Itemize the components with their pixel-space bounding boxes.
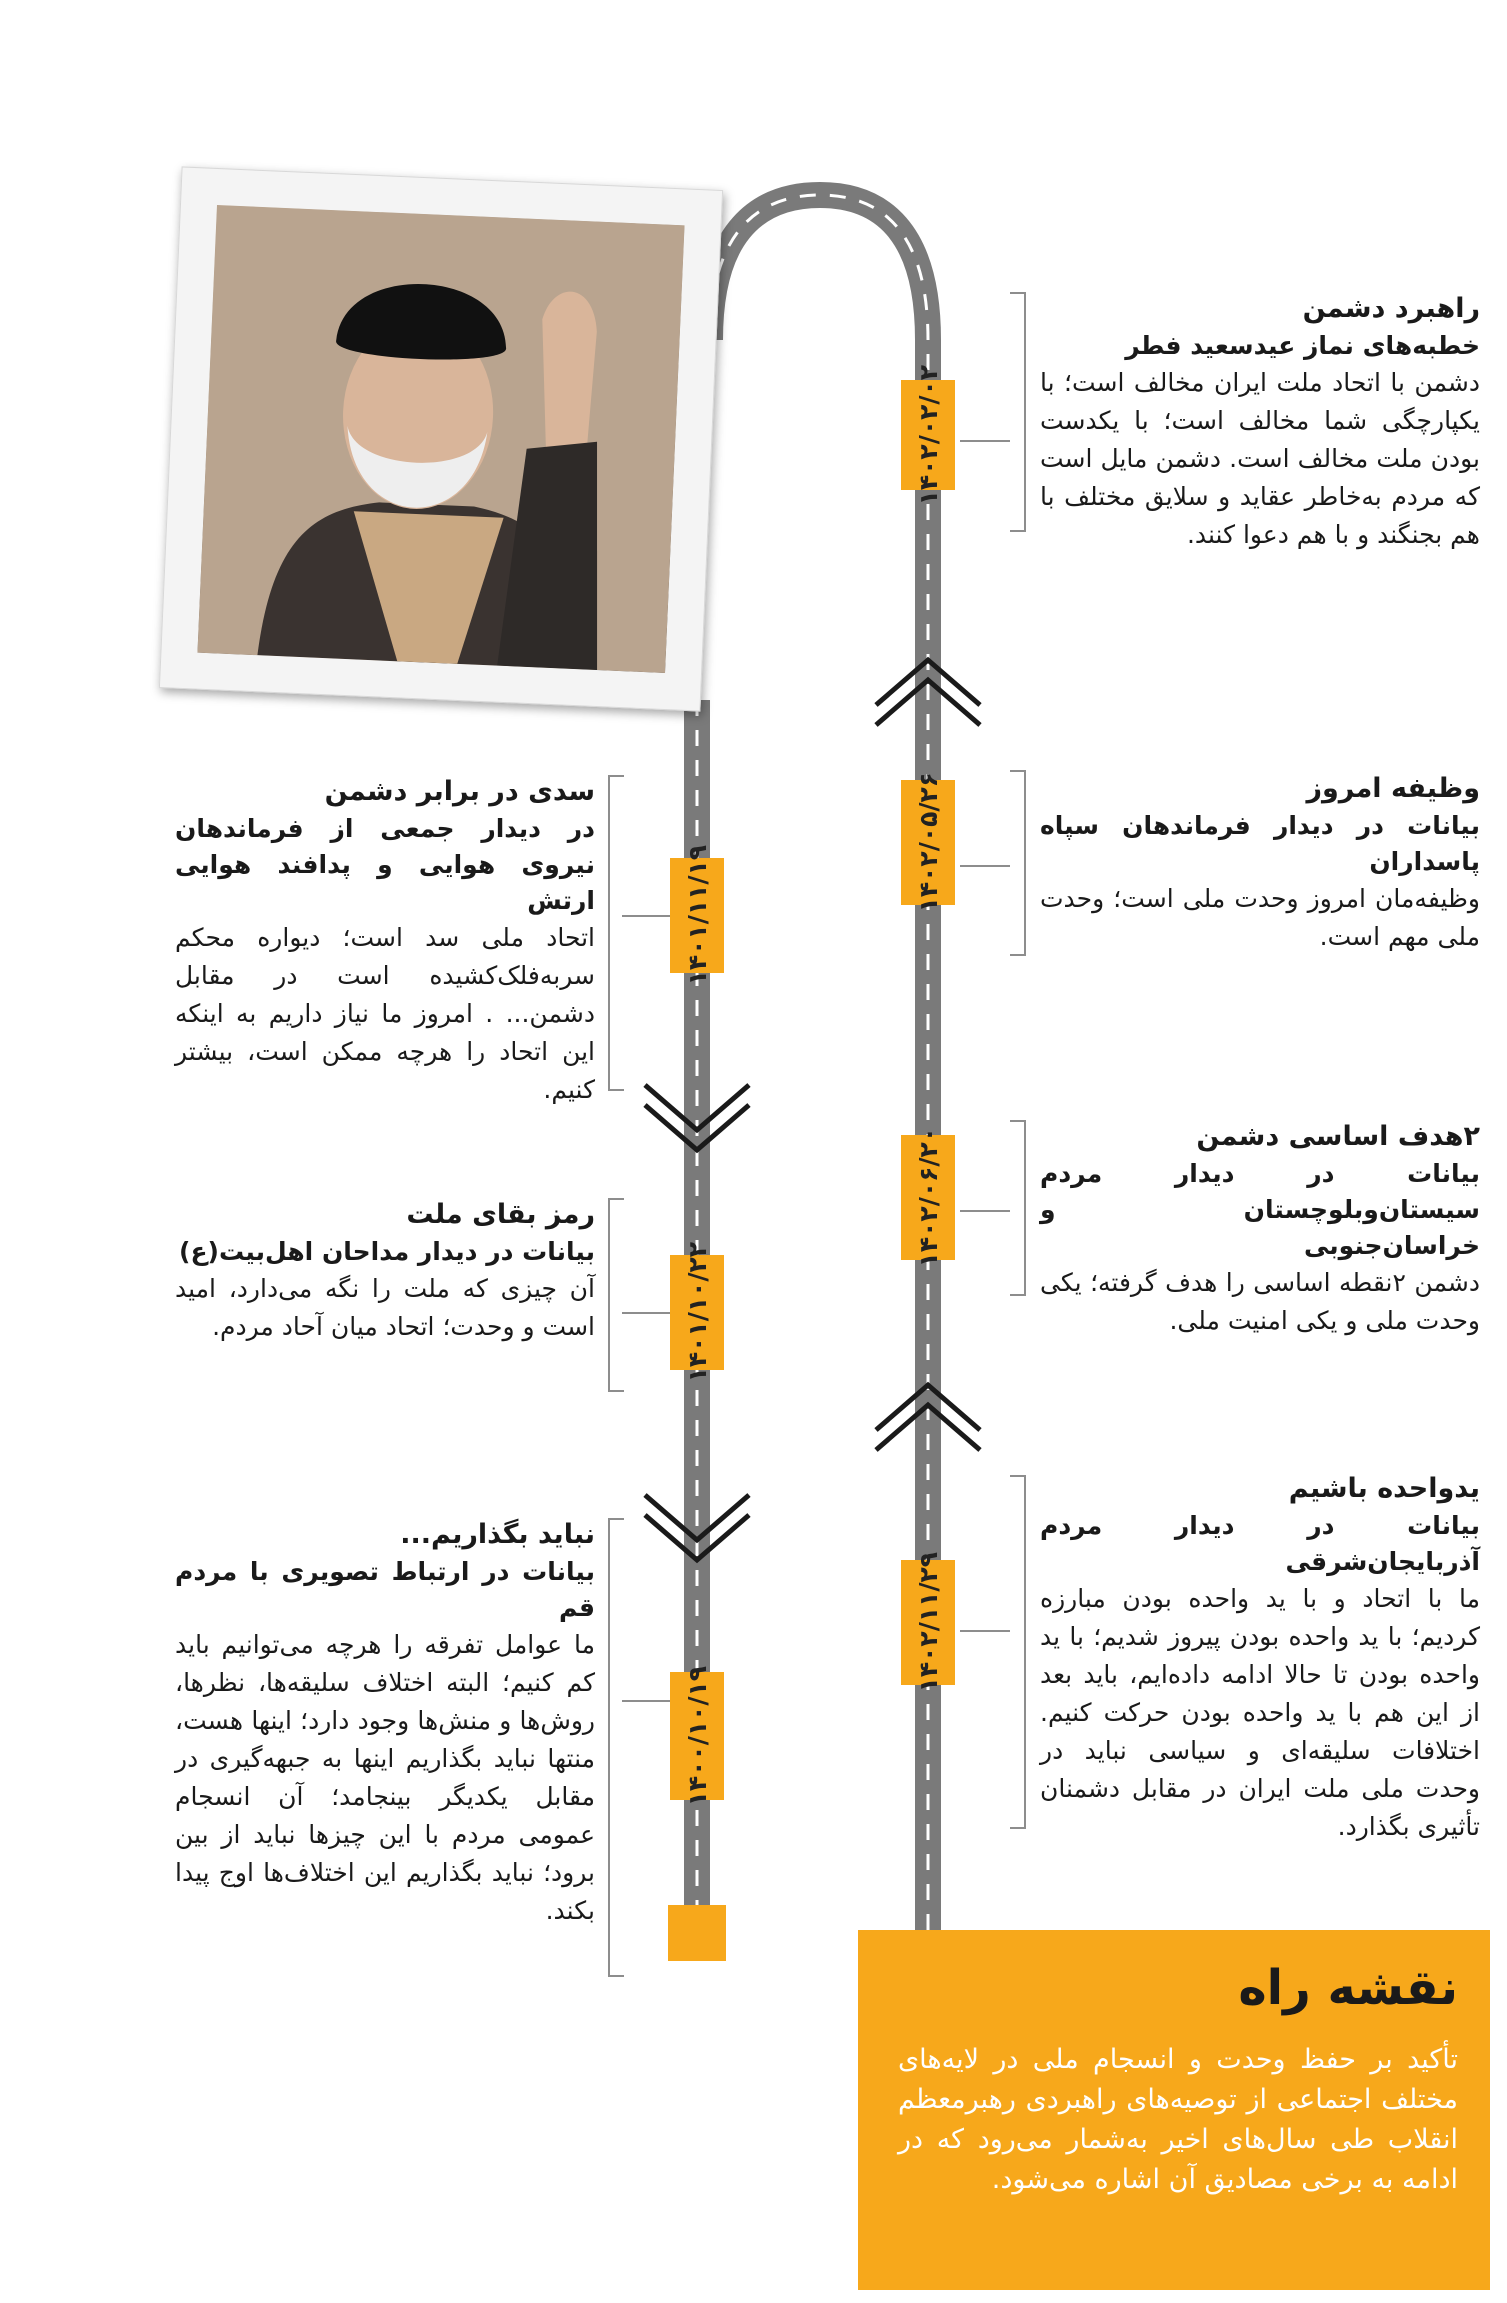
date-tag: ۱۴۰۲/۰۶/۲۰	[901, 1135, 955, 1260]
connector-line	[960, 440, 1010, 442]
bracket	[1010, 1120, 1026, 1296]
entry-body: دشمن با اتحاد ملت ایران مخالف است؛ با یکپارچگی شما مخالف است؛ با یکدست بودن ملت مخالف است. دشمن مایل است که مردم به‌خاطر عقاید و سلایق مختلف با هم بجنگند و با هم دعوا کنند.	[1040, 368, 1480, 549]
connector-line	[960, 865, 1010, 867]
entry-body: ما عوامل تفرقه را هرچه می‌توانیم باید کم کنیم؛ البته اختلاف سلیقه‌ها، نظرها، روش‌ها و منش‌ها وجود دارد؛ اینها هست، منتها نباید بگذاریم اینها به جبهه‌گیری در مقابل یکدیگر بینجامد؛ آن انسجام عمومی مردم با این چیزها نباید از بین برود؛ نباید بگذاریم این اختلاف‌ها اوج پیدا بکند.	[175, 1630, 595, 1925]
entry-title: یدواحده باشیم	[1288, 1473, 1480, 1504]
connector-line	[960, 1630, 1010, 1632]
bracket	[608, 1518, 624, 1977]
portrait-illustration	[197, 205, 684, 673]
date-tag: ۱۴۰۲/۰۵/۲۶	[901, 780, 955, 905]
entry-title: ۲هدف اساسی دشمن	[1196, 1121, 1480, 1152]
date-tag: ۱۴۰۲/۰۲/۰۲	[901, 380, 955, 490]
entry-body: وظیفه‌مان امروز وحدت ملی است؛ وحدت ملی مهم است.	[1040, 884, 1480, 951]
entry-body: دشمن ۲نقطه اساسی را هدف گرفته؛ یکی وحدت ملی و یکی امنیت ملی.	[1040, 1268, 1480, 1335]
entry-subtitle: بیانات در دیدار فرماندهان سپاه پاسداران	[1040, 811, 1480, 876]
timeline-entry	[175, 1516, 595, 1930]
entry-title: راهبرد دشمن	[1302, 293, 1480, 324]
entry-title: نباید بگذاریم...	[400, 1519, 595, 1550]
roadmap-title: نقشه راه	[1238, 1960, 1458, 2016]
connector-line	[622, 915, 670, 917]
entry-subtitle: بیانات در دیدار مداحان اهل‌بیت(ع)	[179, 1237, 595, 1266]
road-end-marker	[668, 1905, 726, 1961]
entry-title: سدی در برابر دشمن	[324, 776, 595, 807]
date-tag: ۱۴۰۱/۱۱/۱۹	[670, 858, 724, 973]
connector-line	[622, 1312, 670, 1314]
timeline-entry	[1040, 1470, 1480, 1846]
timeline-entry	[175, 773, 595, 1109]
entry-subtitle: بیانات در دیدار مردم آذربایجان‌شرقی	[1040, 1511, 1480, 1576]
bracket	[1010, 1475, 1026, 1829]
portrait-photo	[197, 205, 684, 673]
entry-subtitle: خطبه‌های نماز عیدسعید فطر	[1125, 331, 1480, 360]
bracket	[608, 775, 624, 1091]
bracket	[1010, 292, 1026, 532]
roadmap-box	[858, 1930, 1490, 2290]
entry-subtitle: بیانات در ارتباط تصویری با مردم قم	[175, 1557, 595, 1622]
portrait-frame	[159, 166, 723, 711]
date-tag: ۱۴۰۲/۱۱/۲۹	[901, 1560, 955, 1685]
entry-subtitle: بیانات در دیدار مردم سیستان‌وبلوچستان و خراسان‌جنوبی	[1040, 1159, 1480, 1260]
timeline-entry	[1040, 290, 1480, 554]
entry-title: وظیفه امروز	[1306, 773, 1480, 804]
connector-line	[622, 1700, 670, 1702]
timeline-entry	[1040, 1118, 1480, 1340]
entry-body: ما با اتحاد و با ید واحده بودن مبارزه کردیم؛ با ید واحده بودن پیروز شدیم؛ با ید واحده بودن تا حالا ادامه داده‌ایم، باید بعد از این هم با ید واحده بودن حرکت کنیم. اختلافات سلیقه‌ای و سیاسی نباید در وحدت ملی ملت ایران در مقابل دشمنان تأثیری بگذارد.	[1040, 1584, 1480, 1841]
date-tag: ۱۴۰۱/۱۰/۲۲	[670, 1255, 724, 1370]
entry-body: آن چیزی که ملت را نگه می‌دارد، امید است و وحدت؛ اتحاد میان آحاد مردم.	[175, 1274, 595, 1341]
entry-subtitle: در دیدار جمعی از فرماندهان نیروی هوایی و پدافند هوایی ارتش	[175, 814, 595, 915]
bracket	[608, 1198, 624, 1392]
timeline-entry	[175, 1196, 595, 1346]
entry-title: رمز بقای ملت	[406, 1199, 595, 1230]
roadmap-text: تأکید بر حفظ وحدت و انسجام ملی در لایه‌های مختلف اجتماعی از توصیه‌های راهبردی رهبرمعظم انقلاب طی سال‌های اخیر به‌شمار می‌رود که در ادامه به برخی مصادیق آن اشاره می‌شود.	[898, 2044, 1458, 2195]
connector-line	[960, 1210, 1010, 1212]
entry-body: اتحاد ملی سد است؛ دیواره محکم سربه‌فلک‌کشیده است در مقابل دشمن... . امروز ما نیاز داریم به اینکه این اتحاد را هرچه ممکن است، بیشتر کنیم.	[175, 923, 595, 1104]
date-tag: ۱۴۰۰/۱۰/۱۹	[670, 1672, 724, 1800]
timeline-entry	[1040, 770, 1480, 956]
bracket	[1010, 770, 1026, 956]
